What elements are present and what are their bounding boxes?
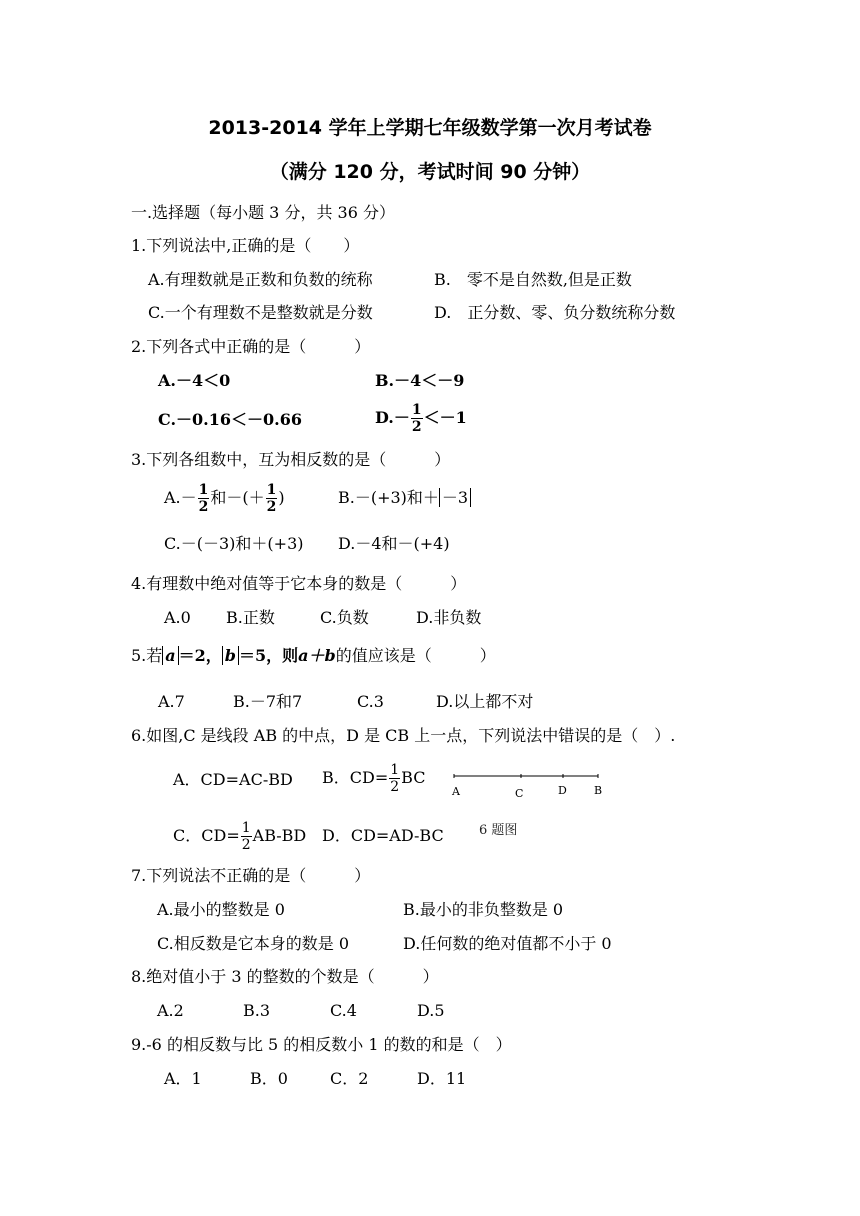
q3-option-c: C.－(－3)和＋(+3) bbox=[164, 534, 304, 553]
exam-title: 2013-2014 学年上学期七年级数学第一次月考试卷 bbox=[208, 117, 652, 139]
q6-segment-diagram bbox=[448, 766, 608, 802]
q2-d-denominator: 2 bbox=[411, 419, 422, 435]
q3-a-numerator-2: 1 bbox=[266, 482, 277, 498]
q5-option-b: B.－7和7 bbox=[233, 692, 303, 711]
q2-d-fraction bbox=[411, 403, 423, 434]
q7-option-c: C.相反数是它本身的数是 0 bbox=[157, 934, 350, 953]
q3-a-prefix: A.－ bbox=[164, 488, 197, 507]
q3-a-denominator-1: 2 bbox=[198, 499, 209, 515]
q1-option-d: D. 正分数、零、负分数统称分数 bbox=[434, 303, 676, 322]
q2-option-a: A.－4＜0 bbox=[158, 371, 231, 390]
q3-option-b bbox=[338, 488, 471, 508]
q2-d-numerator: 1 bbox=[411, 402, 422, 418]
q6-figure-caption: 6 题图 bbox=[479, 823, 518, 838]
q6-option-a: A．CD=AC-BD bbox=[173, 770, 293, 789]
q6-b-prefix: B．CD= bbox=[322, 768, 389, 787]
q8-stem: 8.绝对值小于 3 的整数的个数是（ ） bbox=[131, 967, 439, 986]
q3-a-fraction-1 bbox=[198, 483, 210, 514]
q3-stem: 3.下列各组数中，互为相反数的是（ ） bbox=[131, 450, 451, 469]
q6-c-suffix: AB-BD bbox=[252, 826, 307, 845]
q8-option-d: D.5 bbox=[417, 1001, 445, 1020]
q5-abs-b: b bbox=[222, 646, 239, 665]
q2-stem: 2.下列各式中正确的是（ ） bbox=[131, 337, 371, 356]
q3-b-absolute-value: －3 bbox=[439, 488, 471, 507]
q3-a-fraction-2 bbox=[266, 483, 278, 514]
q5-stem-prefix: 5.若 bbox=[131, 646, 163, 665]
q7-stem: 7.下列说法不正确的是（ ） bbox=[131, 866, 371, 885]
q3-a-numerator-1: 1 bbox=[198, 482, 209, 498]
q6-option-d: D．CD=AD-BC bbox=[322, 826, 444, 845]
exam-subtitle: （满分 120 分，考试时间 90 分钟） bbox=[269, 161, 591, 183]
q3-option-d: D.－4和－(+4) bbox=[338, 534, 450, 553]
q3-a-suffix: ) bbox=[278, 488, 285, 507]
q9-option-a: A．1 bbox=[164, 1069, 202, 1088]
q6-b-denominator: 2 bbox=[390, 779, 400, 795]
q6-b-suffix: BC bbox=[401, 768, 426, 787]
point-b-label: B bbox=[594, 784, 603, 797]
q8-option-c: C.4 bbox=[330, 1001, 357, 1020]
q3-b-prefix: B.－(+3)和＋ bbox=[338, 488, 439, 507]
point-c-label: C bbox=[515, 787, 524, 800]
q2-d-suffix: ＜－1 bbox=[423, 408, 467, 427]
q5-expression: a＋b bbox=[298, 646, 336, 665]
q6-b-fraction bbox=[389, 763, 400, 794]
q3-a-denominator-2: 2 bbox=[266, 499, 277, 515]
q6-b-numerator: 1 bbox=[390, 762, 400, 778]
q5-eq2: ＝5，则 bbox=[238, 646, 299, 665]
point-a-label: A bbox=[452, 785, 460, 798]
q2-option-b: B.－4＜－9 bbox=[375, 371, 465, 390]
q9-stem: 9.-6 的相反数与比 5 的相反数小 1 的数的和是（ ） bbox=[131, 1035, 512, 1054]
q1-stem: 1.下列说法中,正确的是（ ） bbox=[131, 236, 360, 255]
q6-c-fraction bbox=[241, 821, 252, 852]
q8-option-a: A.2 bbox=[157, 1001, 184, 1020]
q7-option-b: B.最小的非负整数是 0 bbox=[403, 900, 564, 919]
q5-eq1: ＝2， bbox=[178, 646, 222, 665]
q5-stem bbox=[131, 646, 496, 666]
q2-option-d bbox=[375, 398, 467, 438]
q6-option-b bbox=[322, 758, 425, 798]
q6-stem: 6.如图,C 是线段 AB 的中点，D 是 CB 上一点，下列说法中错误的是（ ）. bbox=[131, 726, 676, 745]
q1-option-c: C.一个有理数不是整数就是分数 bbox=[148, 303, 373, 322]
q4-stem: 4.有理数中绝对值等于它本身的数是（ ） bbox=[131, 574, 467, 593]
q6-option-c bbox=[173, 816, 306, 856]
q2-d-prefix: D.－ bbox=[375, 408, 410, 427]
q5-abs-a: a bbox=[162, 646, 178, 665]
q5-stem-suffix: 的值应该是（ ） bbox=[335, 646, 496, 665]
q9-option-d: D．11 bbox=[417, 1069, 467, 1088]
q3-option-a bbox=[164, 478, 285, 518]
q9-option-c: C．2 bbox=[330, 1069, 369, 1088]
q4-option-d: D.非负数 bbox=[416, 608, 482, 627]
q6-c-prefix: C．CD= bbox=[173, 826, 240, 845]
q1-option-b: B. 零不是自然数,但是正数 bbox=[434, 270, 632, 289]
q1-option-a: A.有理数就是正数和负数的统称 bbox=[148, 270, 373, 289]
q4-option-c: C.负数 bbox=[320, 608, 369, 627]
q6-c-denominator: 2 bbox=[241, 837, 251, 853]
point-d-label: D bbox=[558, 784, 567, 797]
section-heading: 一.选择题（每小题 3 分，共 36 分） bbox=[131, 203, 395, 222]
q5-option-c: C.3 bbox=[357, 692, 384, 711]
q7-option-d: D.任何数的绝对值都不小于 0 bbox=[403, 934, 612, 953]
q8-option-b: B.3 bbox=[243, 1001, 271, 1020]
q2-option-c: C.－0.16＜－0.66 bbox=[158, 410, 302, 429]
q9-option-b: B．0 bbox=[250, 1069, 288, 1088]
q4-option-a: A.0 bbox=[164, 608, 191, 627]
q5-option-d: D.以上都不对 bbox=[436, 692, 534, 711]
q3-a-mid: 和－(＋ bbox=[210, 488, 265, 507]
q4-option-b: B.正数 bbox=[226, 608, 275, 627]
q7-option-a: A.最小的整数是 0 bbox=[157, 900, 285, 919]
q6-c-numerator: 1 bbox=[241, 820, 251, 836]
q5-option-a: A.7 bbox=[158, 692, 185, 711]
